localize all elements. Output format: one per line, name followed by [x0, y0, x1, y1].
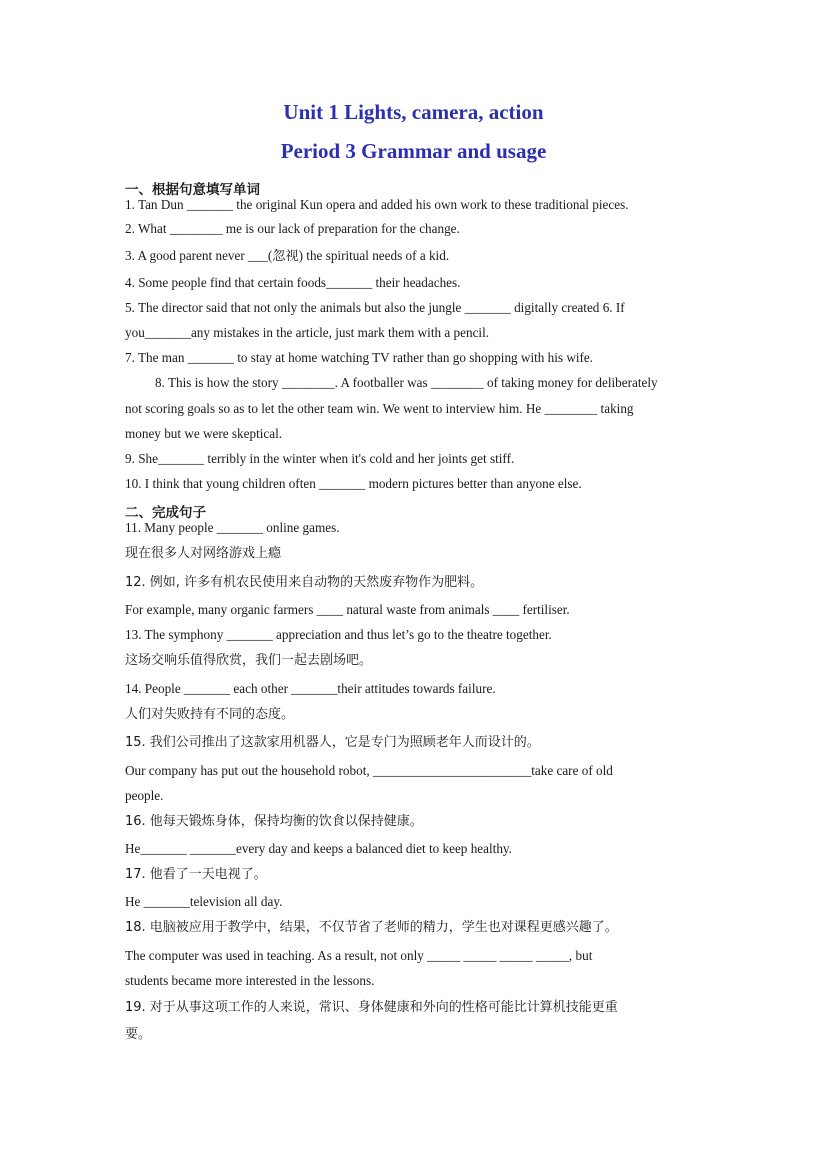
exercise-line: 2. What ________ me is our lack of preparation for the change. — [125, 221, 460, 236]
exercise-line: 3. A good parent never ___(忽视) the spiritual needs of a kid. — [125, 248, 450, 263]
exercise-line: He _______television all day. — [125, 894, 283, 909]
exercise-line: 7. The man _______ to stay at home watching TV rather than go shopping with his wife. — [125, 350, 594, 365]
page-title: Unit 1 Lights, camera, action — [283, 100, 544, 124]
section-heading: 二、完成句子 — [125, 505, 206, 521]
exercise-line: 13. The symphony _______ appreciation and thus let’s go to the theatre together. — [125, 627, 552, 642]
exercise-line: 现在很多人对网络游戏上瘾 — [125, 546, 282, 561]
exercise-line: 4. Some people find that certain foods_______ their headaches. — [125, 275, 461, 290]
exercise-line: 19. 对于从事这项工作的人来说，常识、身体健康和外向的性格可能比计算机技能更重 — [125, 1000, 618, 1015]
exercise-line: 这场交响乐值得欣赏，我们一起去剧场吧。 — [125, 653, 373, 668]
section-heading: 一、根据句意填写单词 — [125, 182, 260, 198]
exercise-line: 17. 他看了一天电视了。 — [125, 867, 267, 882]
exercise-line: 人们对失败持有不同的态度。 — [125, 707, 295, 722]
exercise-line: 10. I think that young children often _______ modern pictures better than anyone else. — [125, 476, 582, 491]
exercise-line: He_______ _______every day and keeps a balanced diet to keep healthy. — [125, 841, 512, 856]
exercise-line: For example, many organic farmers ____ natural waste from animals ____ fertiliser. — [125, 602, 570, 617]
exercise-line: you_______any mistakes in the article, just mark them with a pencil. — [125, 325, 490, 340]
exercise-line: 8. This is how the story ________. A footballer was ________ of taking money for deliberately — [155, 375, 658, 390]
exercise-line: 11. Many people _______ online games. — [125, 520, 340, 535]
exercise-line: 9. She_______ terribly in the winter when it's cold and her joints get stiff. — [125, 451, 515, 466]
exercise-line: money but we were skeptical. — [125, 426, 283, 441]
exercise-line: 14. People _______ each other _______their attitudes towards failure. — [125, 681, 496, 696]
exercise-line: The computer was used in teaching. As a result, not only _____ _____ _____ _____, but — [125, 948, 593, 963]
exercise-line: 12. 例如, 许多有机农民使用来自动物的天然废弃物作为肥料。 — [125, 575, 484, 590]
exercise-line: Our company has put out the household robot, ________________________take care of old — [125, 763, 613, 778]
exercise-line: 1. Tan Dun _______ the original Kun opera and added his own work to these traditional pieces. — [125, 197, 629, 212]
exercise-line: 16. 他每天锻炼身体，保持均衡的饮食以保持健康。 — [125, 814, 423, 829]
exercise-line: students became more interested in the lessons. — [125, 973, 375, 988]
exercise-line: 18. 电脑被应用于教学中，结果，不仅节省了老师的精力，学生也对课程更感兴趣了。 — [125, 920, 618, 935]
exercise-line: people. — [125, 788, 164, 803]
exercise-line: 5. The director said that not only the animals but also the jungle _______ digitally created 6. If — [125, 300, 625, 315]
page-subtitle: Period 3 Grammar and usage — [280, 139, 547, 163]
exercise-line: 15. 我们公司推出了这款家用机器人，它是专门为照顾老年人而设计的。 — [125, 735, 540, 750]
exercise-line: 要。 — [125, 1027, 152, 1042]
exercise-line: not scoring goals so as to let the other team win. We went to interview him. He ________ taking — [125, 401, 634, 416]
